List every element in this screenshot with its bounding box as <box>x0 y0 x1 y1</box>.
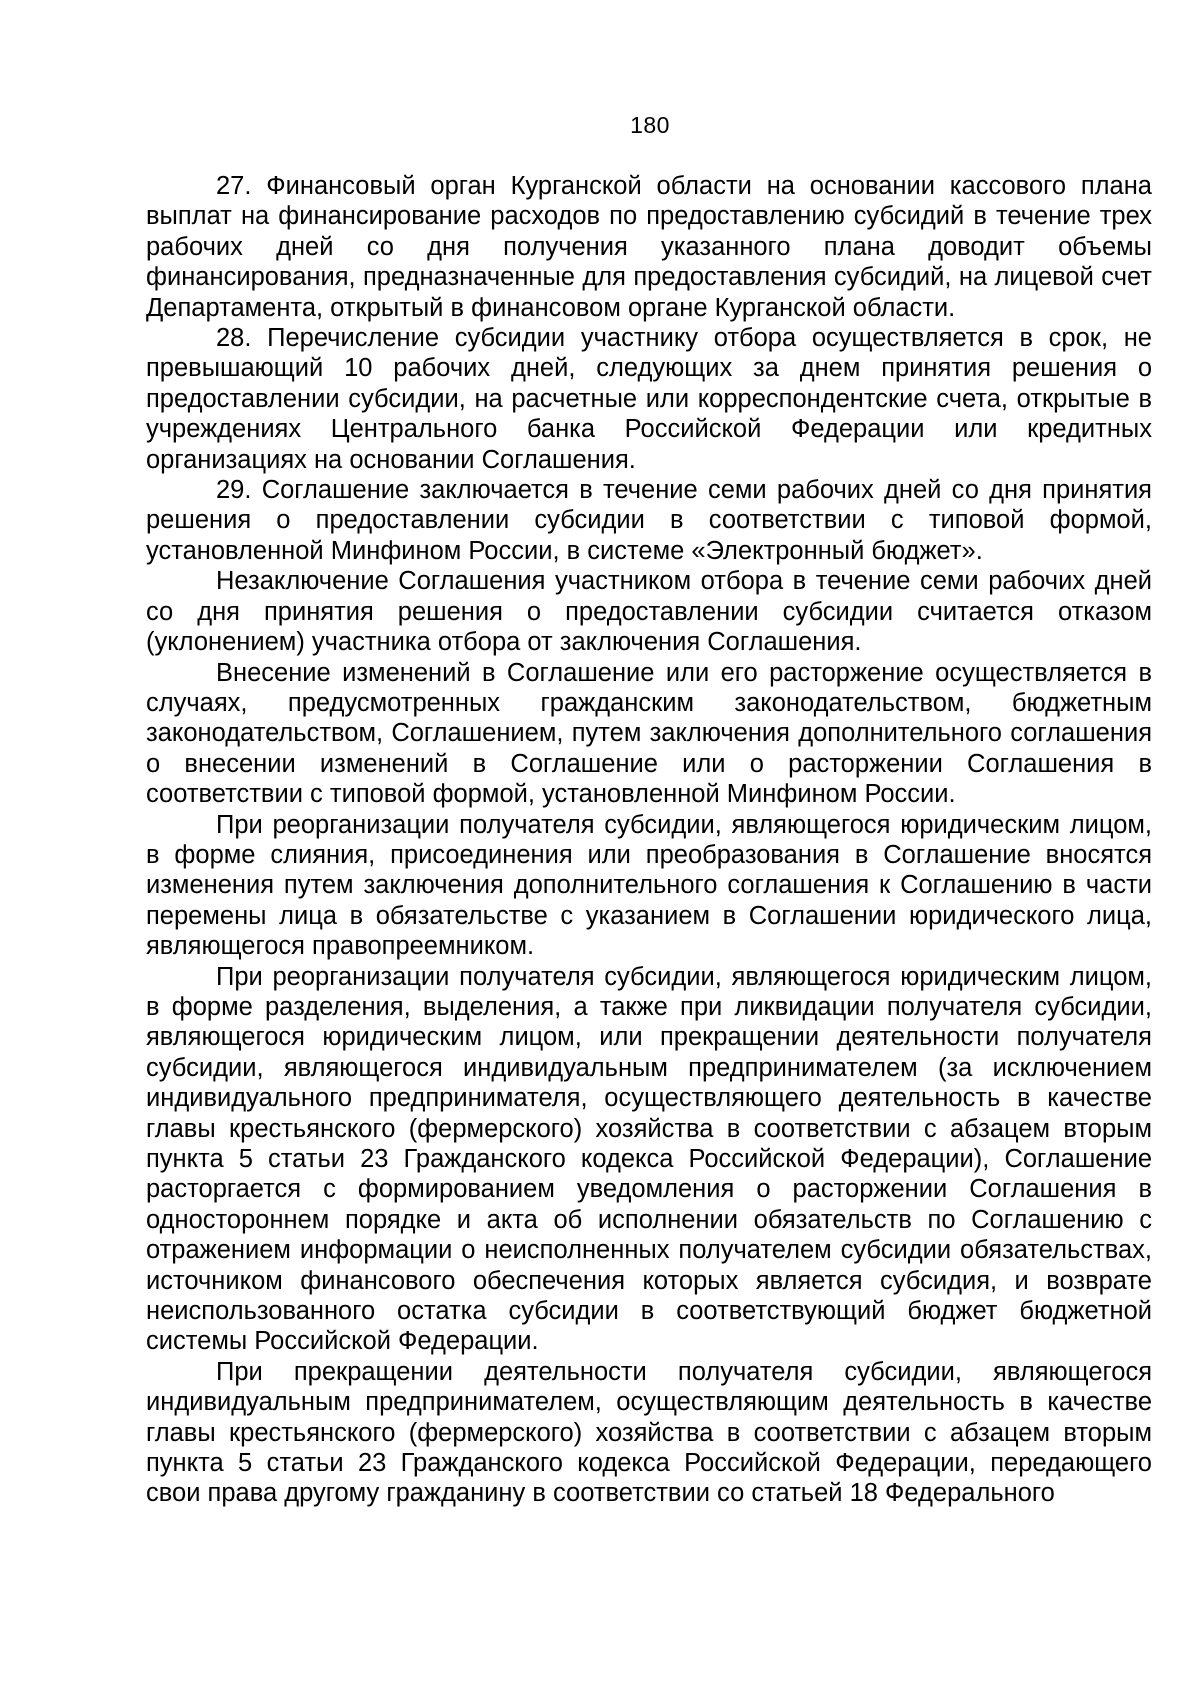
paragraph-reorganization-division: При реорганизации получателя субсидии, являющегося юридическим лицом, в форме разделения, выделения, а также при ликвидации получателя субсидии, являющегося юридическим лицом, или прекращении деятельности получателя субсидии, являющегося индивидуальным предпринимателем (за исключением индивидуального предпринимателя, осуществляющего деятельность в качестве главы крестьянского (фермерского) хозяйства в соответствии с абзацем вторым пункта 5 статьи 23 Гражданского кодекса Российской Федерации), Соглашение расторгается с формированием уведомления о расторжении Соглашения в одностороннем порядке и акта об исполнении обязательств по Соглашению с отражением информации о неисполненных получателем субсидии обязательствах, источником финансового обеспечения которых является субсидия, и возврате неиспользованного остатка субсидии в соответствующий бюджет бюджетной системы Российской Федерации. <box>146 962 1152 1356</box>
paragraph-28: 28. Перечисление субсидии участнику отбора осуществляется в срок, не превышающий 10 рабочих дней, следующих за днем принятия решения о предоставлении субсидии, на расчетные или корреспондентские счета, открытые в учреждениях Центрального банка Российской Федерации или кредитных организациях на основании Соглашения. <box>146 324 1152 474</box>
paragraph-29: 29. Соглашение заключается в течение семи рабочих дней со дня принятия решения о предоставлении субсидии в соответствии с типовой формой, установленной Минфином России, в системе «Электронный бюджет». <box>146 476 1152 565</box>
page-number: 180 <box>630 112 670 138</box>
paragraph-non-conclusion: Незаключение Соглашения участником отбора в течение семи рабочих дней со дня принятия решения о предоставлении субсидии считается отказом (уклонением) участника отбора от заключения Соглашения. <box>146 567 1152 657</box>
paragraph-reorganization-merger: При реорганизации получателя субсидии, являющегося юридическим лицом, в форме слияния, присоединения или преобразования в Соглашение вносятся изменения путем заключения дополнительного соглашения к Соглашению в части перемены лица в обязательстве с указанием в Соглашении юридического лица, являющегося правопреемником. <box>146 810 1152 961</box>
paragraph-termination-farmer: При прекращении деятельности получателя субсидии, являющегося индивидуальным предпринимателем, осуществляющим деятельность в качестве главы крестьянского (фермерского) хозяйства в соответствии с абзацем вторым пункта 5 статьи 23 Гражданского кодекса Российской Федерации, передающего свои права другому гражданину в соответствии со статьей 18 Федерального <box>146 1357 1152 1508</box>
paragraph-27: 27. Финансовый орган Курганской области на основании кассового плана выплат на финансирование расходов по предоставлению субсидий в течение трех рабочих дней со дня получения указанного плана доводит объемы финансирования, предназначенные для предоставления субсидий, на лицевой счет Департамента, открытый в финансовом органе Курганской области. <box>146 172 1152 322</box>
paragraph-amendments: Внесение изменений в Соглашение или его расторжение осуществляется в случаях, предусмотренных гражданским законодательством, бюджетным законодательством, Соглашением, путем заключения дополнительного соглашения о внесении изменений в Соглашение или о расторжении Соглашения в соответствии с типовой формой, установленной Минфином России. <box>146 658 1152 809</box>
document-body <box>146 171 1152 1509</box>
